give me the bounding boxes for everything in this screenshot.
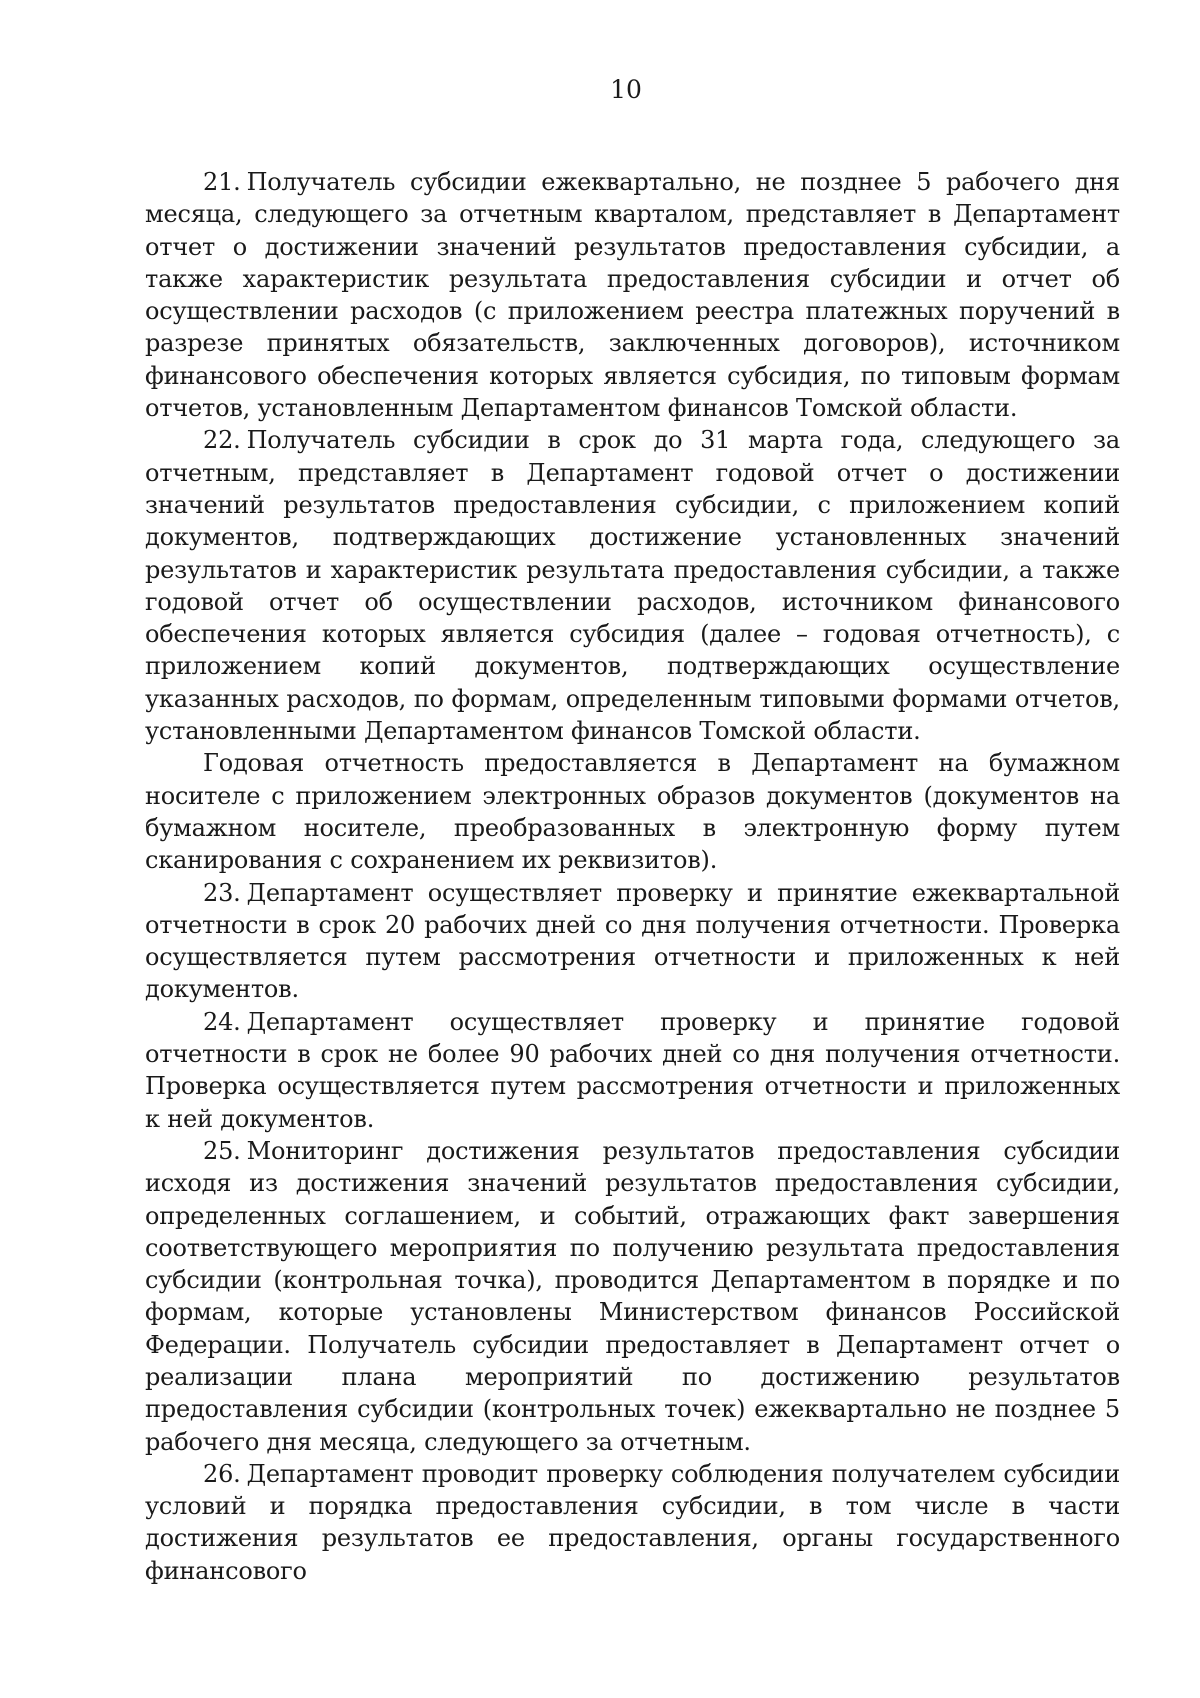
paragraph-number: 22. xyxy=(203,426,241,455)
paragraph-text: Годовая отчетность предоставляется в Департамент на бумажном носителе с приложением электронных образов документов (документов на бумажном носителе, преобразованных в электронную форму путем сканирования с сохранением их реквизитов). xyxy=(145,749,1120,875)
paragraph-text: Получатель субсидии ежеквартально, не позднее 5 рабочего дня месяца, следующего за отчетным кварталом, представляет в Департамент отчет о достижении значений результатов предоставления субсидии, а также характеристик результата предоставления субсидии и отчет об осуществлении расходов (с приложением реестра платежных поручений в разрезе принятых обязательств, заключенных договоров), источником финансового обеспечения которых является субсидия, по типовым формам отчетов, установленным Департаментом финансов Томской области. xyxy=(145,168,1120,423)
paragraph-25 xyxy=(145,1135,1120,1458)
paragraph-23 xyxy=(145,877,1120,1006)
paragraph-text: Департамент осуществляет проверку и принятие ежеквартальной отчетности в срок 20 рабочих дней со дня получения отчетности. Проверка осуществляется путем рассмотрения отчетности и приложенных к ней документов. xyxy=(145,878,1120,1004)
paragraph-text: Мониторинг достижения результатов предоставления субсидии исходя из достижения значений результатов предоставления субсидии, определенных соглашением, и событий, отражающих факт завершения соответствующего мероприятия по получению результата предоставления субсидии (контрольная точка), проводится Департаментом в порядке и по формам, которые установлены Министерством финансов Российской Федерации. Получатель субсидии предоставляет в Департамент отчет о реализации плана мероприятий по достижению результатов предоставления субсидии (контрольных точек) ежеквартально не позднее 5 рабочего дня месяца, следующего за отчетным. xyxy=(145,1136,1120,1456)
paragraph-annual-reporting xyxy=(145,747,1120,876)
paragraph-22 xyxy=(145,424,1120,747)
paragraph-number: 24. xyxy=(203,1007,241,1036)
paragraph-24 xyxy=(145,1006,1120,1135)
paragraph-number: 26. xyxy=(203,1459,241,1488)
document-body xyxy=(145,166,1120,1587)
paragraph-text: Департамент осуществляет проверку и принятие годовой отчетности в срок не более 90 рабочих дней со дня получения отчетности. Проверка осуществляется путем рассмотрения отчетности и приложенных к ней документов. xyxy=(145,1007,1120,1133)
paragraph-26 xyxy=(145,1458,1120,1587)
paragraph-number: 23. xyxy=(203,878,241,907)
page-number: 10 xyxy=(610,75,642,104)
paragraph-text: Департамент проводит проверку соблюдения получателем субсидии условий и порядка предоставления субсидии, в том числе в части достижения результатов ее предоставления, органы государственного финансового xyxy=(145,1459,1120,1585)
paragraph-number: 25. xyxy=(203,1136,241,1165)
paragraph-text: Получатель субсидии в срок до 31 марта года, следующего за отчетным, представляет в Департамент годовой отчет о достижении значений результатов предоставления субсидии, с приложением копий документов, подтверждающих достижение установленных значений результатов и характеристик результата предоставления субсидии, а также годовой отчет об осуществлении расходов, источником финансового обеспечения которых является субсидия (далее – годовая отчетность), с приложением копий документов, подтверждающих осуществление указанных расходов, по формам, определенным типовыми формами отчетов, установленными Департаментом финансов Томской области. xyxy=(145,426,1120,746)
paragraph-number: 21. xyxy=(203,168,241,196)
paragraph-21 xyxy=(145,166,1120,424)
